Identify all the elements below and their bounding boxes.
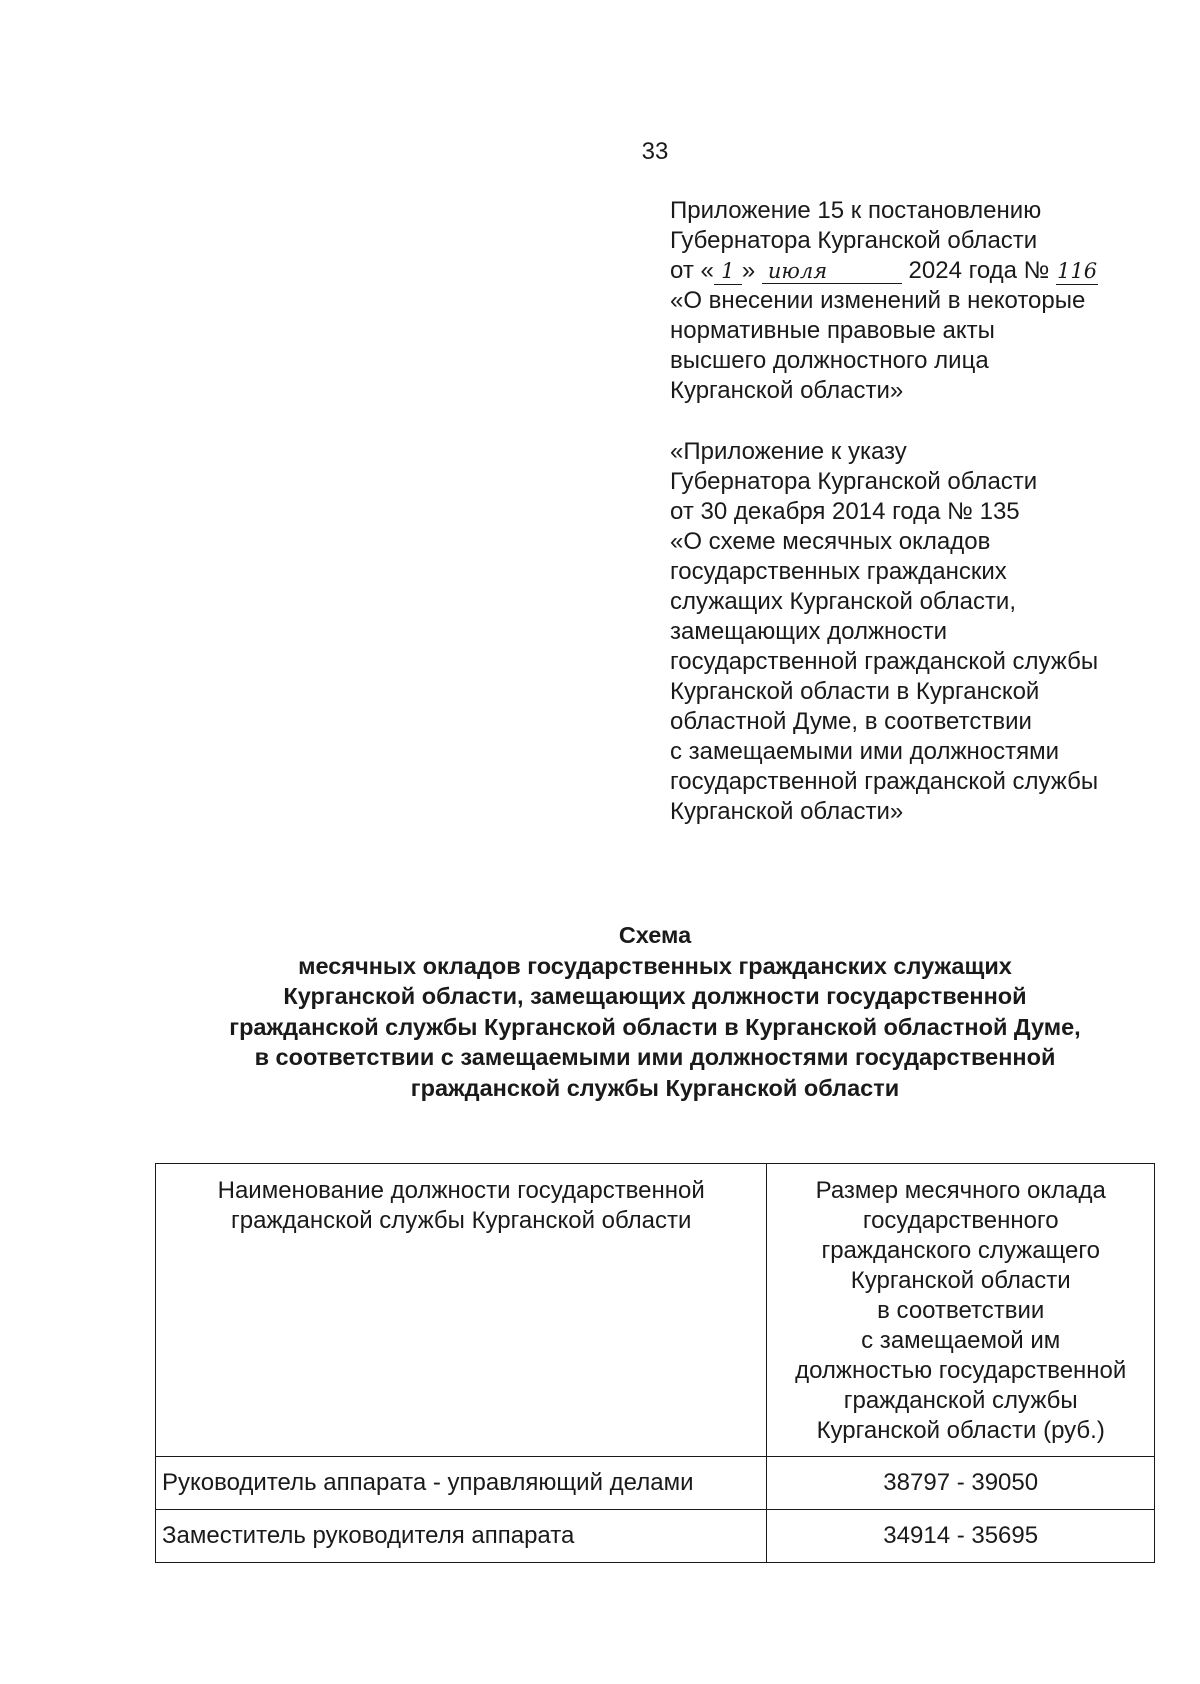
table-row [156, 1457, 1155, 1510]
position-cell: Заместитель руководителя аппарата [156, 1510, 767, 1563]
salary-cell: 38797 - 39050 [767, 1457, 1155, 1510]
title-line: в соответствии с замещаемыми ими должностями государственной [254, 1044, 1056, 1070]
decree-line: государственной гражданской службы [670, 648, 1099, 675]
table-header-row [156, 1164, 1155, 1457]
header-position-line: гражданской службы Курганской области [231, 1207, 692, 1234]
header-salary-line: с замещаемой им [861, 1327, 1061, 1354]
header-salary-line: Размер месячного оклада [815, 1177, 1106, 1204]
header-salary-line: гражданского служащего [821, 1237, 1100, 1264]
page-number: 33 [641, 138, 669, 165]
handwritten-month: июля [762, 260, 902, 284]
title-line: месячных окладов государственных гражданских служащих [298, 952, 1012, 979]
title-line: гражданской службы Курганской области [410, 1074, 900, 1101]
appendix-line: нормативные правовые акты [670, 317, 995, 344]
title-line: гражданской службы Курганской области в Курганской областной Думе, [229, 1013, 1081, 1040]
salary-table [155, 1163, 1155, 1563]
header-position-cell [156, 1164, 767, 1457]
appendix-date-line [670, 256, 1170, 286]
header-salary-line: Курганской области [850, 1267, 1071, 1294]
appendix-line: Приложение 15 к постановлению [670, 197, 1042, 224]
title-line: Курганской области, замещающих должности государственной [283, 983, 1027, 1009]
table-row [156, 1510, 1155, 1563]
handwritten-number: 116 [1057, 259, 1098, 283]
appendix-line: высшего должностного лица [670, 347, 989, 374]
decree-line: от 30 декабря 2014 года № 135 [670, 498, 1020, 525]
handwritten-day: 1 [714, 260, 742, 285]
header-position-line: Наименование должности государственной [217, 1177, 705, 1204]
date-quote-close: » [741, 257, 756, 284]
appendix-line: Курганской области» [670, 377, 904, 404]
decree-line: «О схеме месячных окладов [670, 528, 991, 555]
decree-line: «Приложение к указу [670, 438, 907, 465]
decree-line: Курганской области» [670, 798, 904, 825]
appendix-line: «О внесении изменений в некоторые [670, 287, 1086, 314]
decree-line: служащих Курганской области, [670, 588, 1017, 615]
decree-reference-block [670, 437, 1170, 827]
header-salary-line: государственного [862, 1207, 1059, 1234]
position-cell: Руководитель аппарата - управляющий делами [156, 1457, 767, 1510]
header-salary-line: в соответствии [877, 1297, 1045, 1324]
decree-line: государственных гражданских [670, 558, 1007, 585]
date-year-label: 2024 года № [908, 257, 1050, 284]
decree-line: замещающих должности [670, 618, 947, 645]
appendix-reference-block [670, 196, 1170, 406]
header-salary-cell [767, 1164, 1155, 1457]
document-title [100, 920, 1200, 1103]
header-salary-line: должностью государственной [795, 1357, 1127, 1384]
title-line: Схема [618, 922, 692, 948]
decree-line: Курганской области в Курганской [670, 678, 1040, 705]
decree-line: областной Думе, в соответствии [670, 708, 1032, 735]
salary-cell: 34914 - 35695 [767, 1510, 1155, 1563]
date-prefix: от « [670, 257, 714, 284]
decree-line: государственной гражданской службы [670, 768, 1099, 795]
decree-line: с замещаемыми ими должностями [670, 738, 1059, 765]
decree-line: Губернатора Курганской области [670, 468, 1038, 495]
appendix-line: Губернатора Курганской области [670, 227, 1038, 254]
header-salary-line: гражданской службы [843, 1387, 1078, 1414]
header-salary-line: Курганской области (руб.) [816, 1417, 1105, 1444]
